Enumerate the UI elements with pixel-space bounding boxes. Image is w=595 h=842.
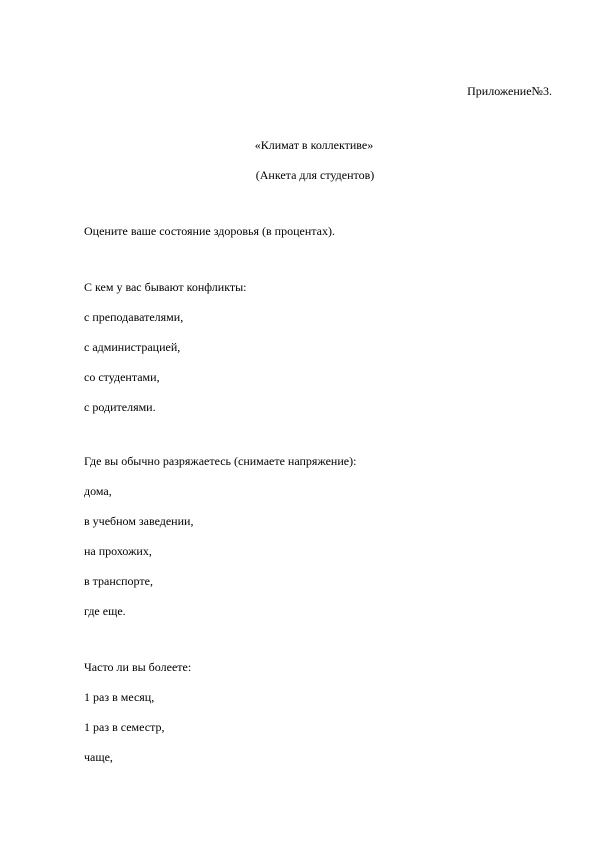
- list-item: с преподавателями,: [84, 310, 184, 324]
- document-title: «Климат в коллективе»: [254, 138, 374, 152]
- list-item: 1 раз в месяц,: [84, 690, 155, 704]
- list-item: в транспорте,: [84, 574, 153, 588]
- appendix-label: Приложение№3.: [467, 84, 552, 98]
- list-item: со студентами,: [84, 370, 160, 384]
- list-item: 1 раз в семестр,: [84, 720, 165, 734]
- list-item: с администрацией,: [84, 340, 181, 354]
- question-conflicts: С кем у вас бывают конфликты:: [84, 280, 247, 294]
- question-stress-relief: Где вы обычно разряжаетесь (снимаете напряжение):: [84, 454, 357, 468]
- list-item: с родителями.: [84, 400, 156, 414]
- list-item: в учебном заведении,: [84, 514, 194, 528]
- list-item: на прохожих,: [84, 544, 152, 558]
- document-subtitle: (Анкета для студентов): [255, 168, 375, 182]
- question-health: Оцените ваше состояние здоровья (в процентах).: [84, 224, 335, 238]
- list-item: чаще,: [84, 750, 113, 764]
- list-item: дома,: [84, 484, 112, 498]
- question-illness: Часто ли вы болеете:: [84, 660, 192, 674]
- list-item: где еще.: [84, 604, 126, 618]
